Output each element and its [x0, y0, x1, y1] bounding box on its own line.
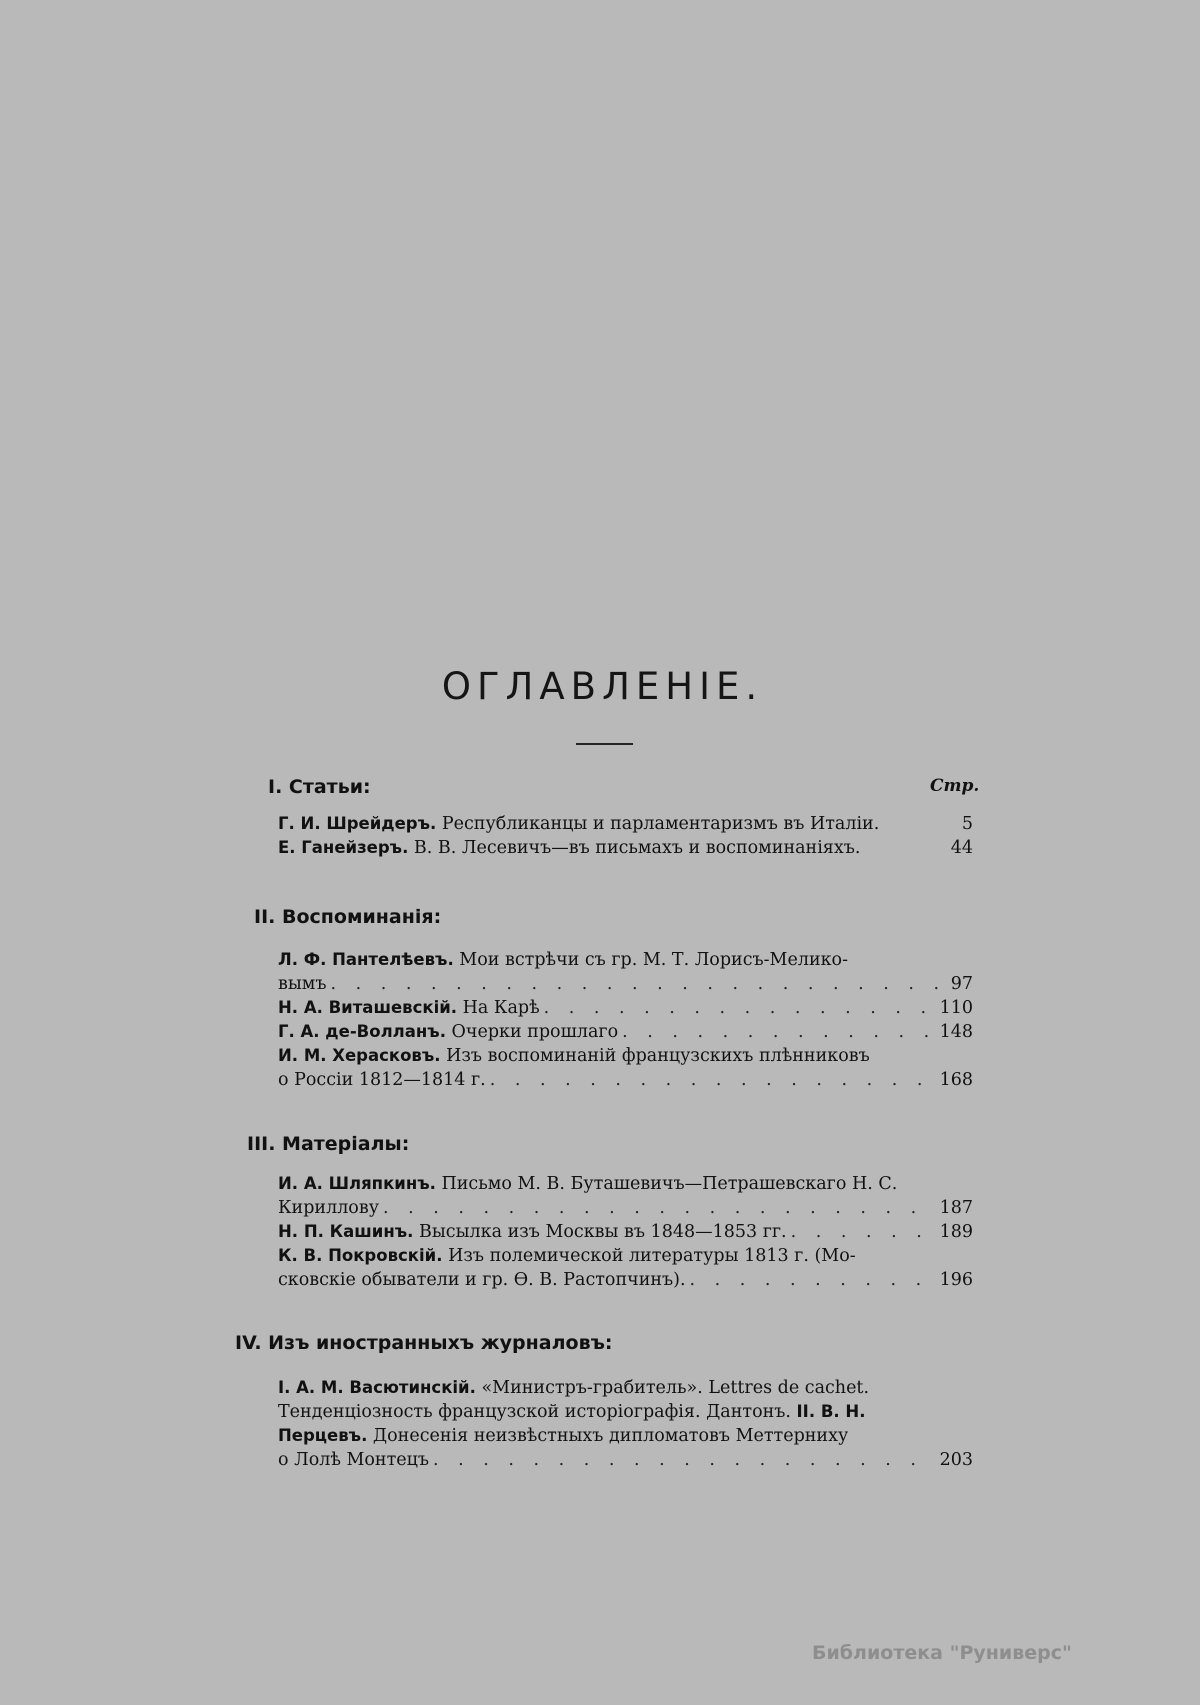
toc-line: [278, 1400, 973, 1424]
toc-line: [278, 1196, 973, 1220]
entry-title: Изъ воспоминаній французскихъ плѣнниковъ: [446, 1046, 870, 1066]
toc-line: [278, 1448, 973, 1472]
section-heading-articles: I. Статьи:: [268, 776, 371, 798]
entry-title: Мои встрѣчи съ гр. М. Т. Лорисъ-Мелико-: [459, 950, 848, 970]
toc-line: [278, 948, 973, 972]
entry-page-number: 189: [939, 1222, 973, 1242]
toc-line: [278, 972, 973, 996]
entry-title-continued: о Россіи 1812—1814 г.: [278, 1070, 486, 1090]
entry-author: II. В. Н.: [796, 1402, 866, 1421]
toc-line: [278, 1376, 973, 1400]
entry-title: Высылка изъ Москвы въ 1848—1853 гг.: [419, 1222, 787, 1242]
entry-page-number: 44: [950, 838, 973, 858]
entry-author: Г. А. де-Волланъ.: [278, 1022, 446, 1041]
entry-title-continued: о Лолѣ Монтецъ: [278, 1450, 430, 1470]
dot-leader: [490, 1068, 936, 1092]
toc-line: [278, 1020, 973, 1044]
title-divider: [576, 743, 633, 745]
entry-author: Е. Ганейзеръ.: [278, 838, 409, 857]
entry-author: И. М. Херасковъ.: [278, 1046, 441, 1065]
dot-leader: [331, 972, 941, 996]
section-heading-memoirs: II. Воспоминанія:: [254, 906, 442, 928]
dot-leader: [690, 1268, 936, 1292]
entry-author: И. А. Шляпкинъ.: [278, 1174, 436, 1193]
entry-title: На Карѣ: [462, 998, 540, 1018]
dot-leader: [791, 1220, 936, 1244]
toc-line: [278, 1424, 973, 1448]
entry-author: I. А. М. Васютинскій.: [278, 1378, 476, 1397]
entry-title: В. В. Лесевичъ—въ письмахъ и воспоминаніяхъ.: [413, 838, 861, 858]
toc-line: [278, 1220, 973, 1244]
page-column-label: Стр.: [930, 776, 980, 796]
entry-author: К. В. Покровскій.: [278, 1246, 443, 1265]
toc-line: [278, 1068, 973, 1092]
entry-author: Н. П. Кашинъ.: [278, 1222, 414, 1241]
entry-page-number: 148: [939, 1022, 973, 1042]
entry-page-number: 97: [950, 974, 973, 994]
entry-author: Н. А. Виташевскій.: [278, 998, 458, 1017]
entry-title: Донесенія неизвѣстныхъ дипломатовъ Меттерниху: [372, 1426, 849, 1446]
entry-author: Перцевъ.: [278, 1426, 368, 1445]
dot-leader: [433, 1448, 936, 1472]
entry-title: Изъ полемической литературы 1813 г. (Мо-: [448, 1246, 856, 1266]
section-heading-materials: III. Матеріалы:: [247, 1133, 410, 1155]
toc-line: [278, 996, 973, 1020]
toc-line: [278, 836, 973, 860]
entry-title: Очерки прошлаго: [451, 1022, 619, 1042]
entry-page-number: 168: [939, 1070, 973, 1090]
entry-title: Письмо М. В. Буташевичъ—Петрашевскаго Н. С.: [441, 1174, 898, 1194]
toc-entry: [278, 1376, 973, 1472]
entry-author: Л. Ф. Пантелѣевъ.: [278, 950, 454, 969]
toc-line: [278, 812, 973, 836]
entry-title-continued: Кириллову: [278, 1198, 379, 1218]
section-heading-foreign-journals: IV. Изъ иностранныхъ журналовъ:: [235, 1332, 613, 1354]
entry-author: Г. И. Шрейдеръ.: [278, 814, 437, 833]
toc-line: [278, 1044, 973, 1068]
entry-title: «Министръ-грабитель». Lettres de cachet.: [481, 1378, 870, 1398]
dot-leader: [383, 1196, 936, 1220]
toc-entry: [278, 948, 973, 1092]
library-watermark: Библиотека "Руниверс": [812, 1642, 1072, 1664]
entry-title-continued: вымъ: [278, 974, 327, 994]
page-title: ОГЛАВЛЕНІЕ.: [441, 665, 764, 708]
entry-page-number: 196: [939, 1270, 973, 1290]
toc-entry: [278, 812, 973, 860]
dot-leader: [544, 996, 936, 1020]
entry-page-number: 203: [939, 1450, 973, 1470]
entry-page-number: 187: [939, 1198, 973, 1218]
entry-page-number: 110: [939, 998, 973, 1018]
dot-leader: [622, 1020, 935, 1044]
entry-title-continued: сковскіе обыватели и гр. Ѳ. В. Растопчинъ).: [278, 1270, 686, 1290]
toc-line: [278, 1244, 973, 1268]
entry-title: Тенденціозность французской исторіографія. Дантонъ.: [278, 1402, 791, 1422]
toc-line: [278, 1172, 973, 1196]
toc-line: [278, 1268, 973, 1292]
entry-title: Республиканцы и парламентаризмъ въ Италіи.: [441, 814, 880, 834]
toc-entry: [278, 1172, 973, 1292]
entry-page-number: 5: [961, 814, 973, 834]
